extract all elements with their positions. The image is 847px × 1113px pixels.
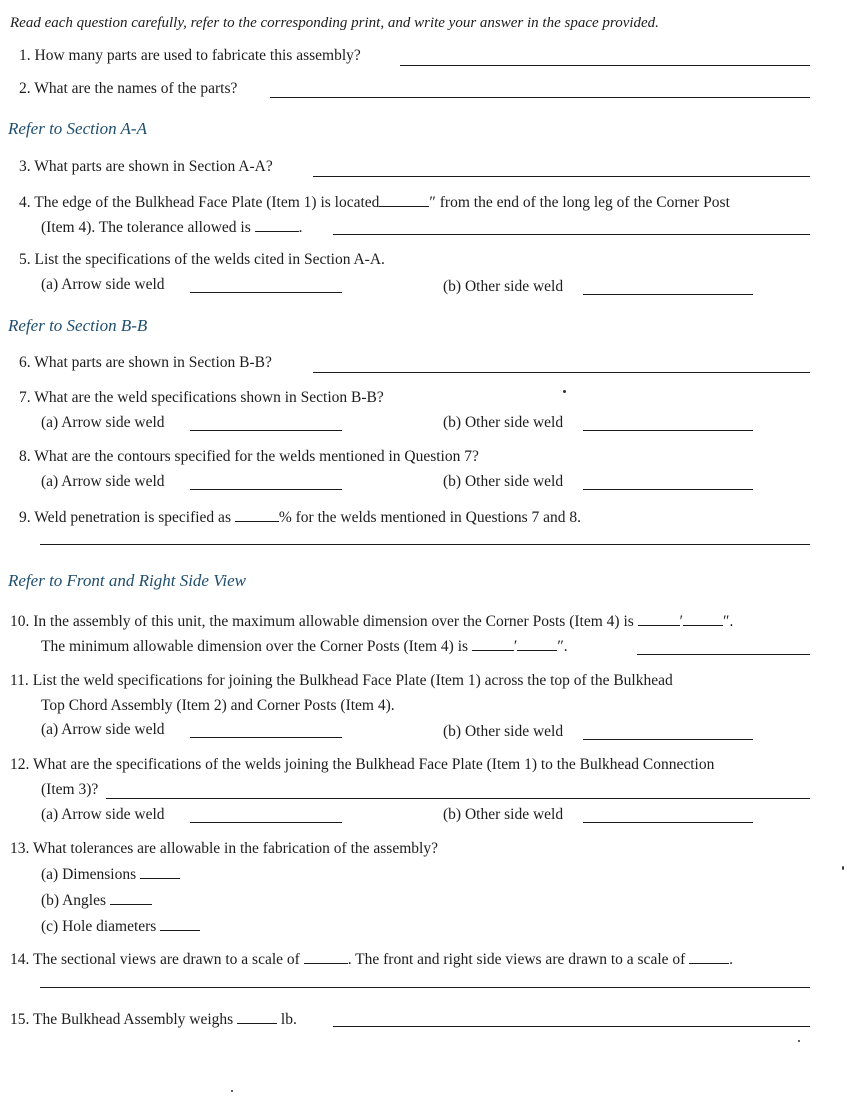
blank-max-feet[interactable]	[638, 612, 680, 626]
question-number: 5.	[19, 251, 31, 268]
question-text: What are the contours specified for the welds mentioned in Question 7?	[34, 448, 479, 465]
question-text: What tolerances are allowable in the fabrication of the assembly?	[32, 840, 438, 857]
blank-location[interactable]	[379, 193, 429, 207]
answer-line-q2[interactable]	[270, 97, 810, 98]
answer-line-q5-other[interactable]	[583, 294, 753, 295]
blank-min-feet[interactable]	[472, 637, 514, 651]
question-number: 13.	[10, 840, 30, 857]
answer-line-q8-arrow[interactable]	[190, 489, 342, 490]
other-side-label: (b) Other side weld	[443, 414, 564, 431]
question-number: 1.	[19, 47, 31, 64]
question-text: What parts are shown in Section A-A?	[34, 158, 273, 175]
other-side-label: (b) Other side weld	[443, 806, 564, 823]
other-side-label: (b) Other side weld	[443, 473, 564, 490]
question-text-b: lb.	[280, 1011, 297, 1028]
answer-line-q12-other[interactable]	[583, 822, 753, 823]
arrow-side-label: (a) Arrow side weld	[41, 806, 165, 823]
question-number: 2.	[19, 80, 31, 97]
question-number: 3.	[19, 158, 31, 175]
question-6	[19, 354, 272, 372]
question-8	[19, 448, 479, 466]
question-text: (Item 4). The tolerance allowed is	[41, 219, 251, 236]
stray-mark	[798, 1040, 800, 1042]
answer-line-q15[interactable]	[333, 1026, 810, 1027]
q13-dimensions	[41, 865, 180, 884]
section-heading-front-right: Refer to Front and Right Side View	[8, 571, 246, 590]
answer-line-q7-arrow[interactable]	[190, 430, 342, 431]
question-4	[19, 193, 730, 212]
question-number: 12.	[10, 756, 30, 773]
question-number: 8.	[19, 448, 31, 465]
question-14	[10, 950, 733, 969]
feet-mark: ′	[679, 613, 684, 630]
item-label: (a) Dimensions	[41, 866, 137, 883]
question-13	[10, 840, 438, 858]
blank-sectional-scale[interactable]	[304, 950, 348, 964]
stray-mark	[231, 1090, 233, 1092]
question-7	[19, 389, 384, 407]
question-2	[19, 80, 237, 98]
question-text: What are the names of the parts?	[34, 80, 238, 97]
question-text-b: % for the welds mentioned in Questions 7 and 8.	[278, 509, 582, 526]
question-12-line-2: (Item 3)?	[41, 781, 99, 798]
blank-min-inches[interactable]	[517, 637, 557, 651]
question-text: What are the specifications of the welds joining the Bulkhead Face Plate (Item 1) to the Bulkhead Connection	[32, 756, 715, 773]
q13-angles	[41, 891, 152, 910]
arrow-side-label: (a) Arrow side weld	[41, 414, 165, 431]
blank-hole-diameters[interactable]	[160, 917, 200, 931]
answer-line-q14[interactable]	[40, 987, 810, 988]
q13-hole-diameters	[41, 917, 200, 936]
stray-mark	[563, 390, 566, 393]
answer-line-q11-arrow[interactable]	[190, 737, 342, 738]
question-1	[19, 47, 361, 65]
answer-line-q8-other[interactable]	[583, 489, 753, 490]
question-10-line-2	[41, 637, 568, 656]
question-text: What parts are shown in Section B-B?	[34, 354, 272, 371]
question-15	[10, 1010, 297, 1029]
answer-line-q12-arrow[interactable]	[190, 822, 342, 823]
question-number: 7.	[19, 389, 31, 406]
answer-line-q1[interactable]	[400, 65, 810, 66]
blank-angles[interactable]	[110, 891, 152, 905]
question-11	[10, 672, 673, 690]
blank-penetration[interactable]	[235, 508, 279, 522]
question-text: What are the weld specifications shown in Section B-B?	[34, 389, 384, 406]
question-text-b: ″ from the end of the long leg of the Corner Post	[429, 194, 730, 211]
question-text-b: . The front and right side views are drawn to a scale of	[347, 951, 686, 968]
feet-mark: ′	[513, 638, 518, 655]
other-side-label: (b) Other side weld	[443, 723, 564, 740]
blank-dimensions[interactable]	[140, 865, 180, 879]
question-text-a: The edge of the Bulkhead Face Plate (Item 1) is located	[34, 194, 380, 211]
answer-line-q10[interactable]	[637, 654, 810, 655]
arrow-side-label: (a) Arrow side weld	[41, 473, 165, 490]
question-text: How many parts are used to fabricate this assembly?	[34, 47, 361, 64]
question-9	[19, 508, 581, 527]
question-number: 15.	[10, 1011, 30, 1028]
answer-line-q11-other[interactable]	[583, 739, 753, 740]
blank-weight[interactable]	[237, 1010, 277, 1024]
answer-line-q5-arrow[interactable]	[190, 292, 342, 293]
other-side-label: (b) Other side weld	[443, 278, 564, 295]
section-heading-bb: Refer to Section B-B	[8, 316, 148, 335]
arrow-side-label: (a) Arrow side weld	[41, 276, 165, 293]
answer-line-q4[interactable]	[333, 234, 810, 235]
blank-view-scale[interactable]	[689, 950, 729, 964]
instructions: Read each question carefully, refer to the corresponding print, and write your answer in the space provided.	[10, 15, 659, 31]
question-11-line-2: Top Chord Assembly (Item 2) and Corner Posts (Item 4).	[41, 697, 395, 714]
question-number: 10.	[10, 613, 30, 630]
period: .	[298, 219, 303, 236]
stray-mark	[842, 866, 844, 870]
period: .	[729, 613, 734, 630]
question-3	[19, 158, 273, 176]
section-heading-aa: Refer to Section A-A	[8, 119, 147, 138]
question-number: 4.	[19, 194, 31, 211]
question-number: 6.	[19, 354, 31, 371]
question-text-a: The Bulkhead Assembly weighs	[32, 1011, 234, 1028]
question-12	[10, 756, 714, 774]
question-text: List the specifications of the welds cited in Section A-A.	[34, 251, 385, 268]
question-text-a: Weld penetration is specified as	[34, 509, 231, 526]
answer-line-q7-other[interactable]	[583, 430, 753, 431]
question-text: List the weld specifications for joining the Bulkhead Face Plate (Item 1) across the top of the Bulkhead	[32, 672, 673, 689]
item-label: (c) Hole diameters	[41, 918, 157, 935]
question-text-b: The minimum allowable dimension over the Corner Posts (Item 4) is	[41, 638, 469, 655]
question-number: 11.	[10, 672, 29, 689]
question-5	[19, 251, 385, 269]
period: .	[563, 638, 568, 655]
answer-line-q3[interactable]	[313, 176, 810, 177]
question-text-a: In the assembly of this unit, the maximum allowable dimension over the Corner Posts (Item 4) is	[33, 613, 634, 630]
blank-tolerance[interactable]	[255, 218, 299, 232]
blank-max-inches[interactable]	[683, 612, 723, 626]
question-4-line-2	[41, 218, 303, 237]
answer-line-q9[interactable]	[40, 544, 810, 545]
question-number: 14.	[10, 951, 30, 968]
inch-mark: ″	[557, 638, 564, 655]
inch-mark: ″	[723, 613, 730, 630]
item-label: (b) Angles	[41, 892, 107, 909]
question-number: 9.	[19, 509, 31, 526]
period: .	[729, 951, 734, 968]
question-text-a: The sectional views are drawn to a scale of	[32, 951, 300, 968]
arrow-side-label: (a) Arrow side weld	[41, 721, 165, 738]
answer-line-q12[interactable]	[106, 798, 810, 799]
answer-line-q6[interactable]	[313, 372, 810, 373]
question-10	[10, 612, 733, 631]
